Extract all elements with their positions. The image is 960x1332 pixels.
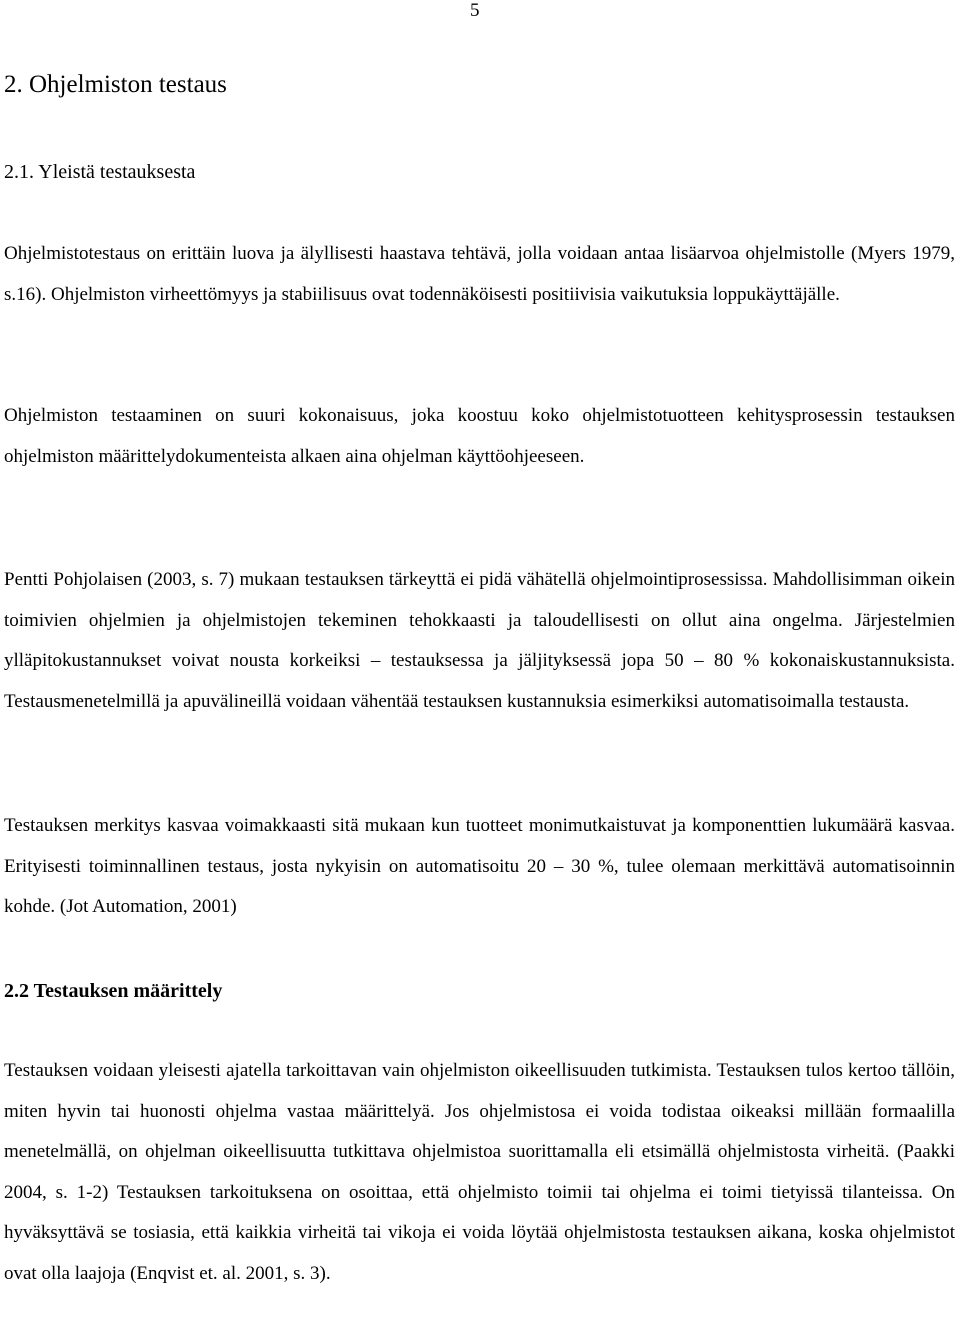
chapter-heading: 2. Ohjelmiston testaus	[4, 71, 227, 98]
paragraph-testing-importance: Pentti Pohjolaisen (2003, s. 7) mukaan testauksen tärkeyttä ei pidä vähätellä ohjelmointiprosessissa. Mahdollisimman oikein toimivien ohjelmien ja ohjelmistojen tekeminen tehokkaasti ja taloudellisesti on ollut aina ongelma. Järjestelmien ylläpitokustannukset voivat nousta korkeiksi – testauksessa ja jäljityksessä jopa 50 – 80 % kokonaiskustannuksista. Testausmenetelmillä ja apuvälineillä voidaan vähentää testauksen kustannuksia esimerkiksi automatisoimalla testausta.	[4, 569, 955, 712]
paragraph-testing-significance: Testauksen merkitys kasvaa voimakkaasti sitä mukaan kun tuotteet monimutkaistuvat ja komponenttien lukumäärä kasvaa. Erityisesti toiminnallinen testaus, josta nykyisin on automatisoitu 20 – 30 %, tulee olemaan merkittävä automatisoinnin kohde. (Jot Automation, 2001)	[4, 815, 955, 918]
paragraph-testing-scope: Ohjelmiston testaaminen on suuri kokonaisuus, joka koostuu koko ohjelmistotuotteen kehitysprosessin testauksen ohjelmiston määrittelydokumenteista alkaen aina ohjelman käyttöohjeeseen.	[4, 405, 955, 467]
paragraph-intro: Ohjelmistotestaus on erittäin luova ja älyllisesti haastava tehtävä, jolla voidaan antaa lisäarvoa ohjelmistolle (Myers 1979, s.16). Ohjelmiston virheettömyys ja stabiilisuus ovat todennäköisesti positiivisia vaikutuksia loppukäyttäjälle.	[4, 243, 955, 305]
page-number: 5	[470, 0, 480, 21]
section-heading-general: 2.1. Yleistä testauksesta	[4, 161, 196, 183]
paragraph-definition: Testauksen voidaan yleisesti ajatella tarkoittavan vain ohjelmiston oikeellisuuden tutkimista. Testauksen tulos kertoo tällöin, miten hyvin tai huonosti ohjelma vastaa määrittelyä. Jos ohjelmistosa ei voida todistaa oikeaksi millään formaalilla menetelmällä, on ohjelman oikeellisuutta tutkittava ohjelmistoa suorittamalla eli etsimällä ohjelmistosta virheitä. (Paakki 2004, s. 1-2) Testauksen tarkoituksena on osoittaa, että ohjelmisto toimii tai ohjelma ei toimi tietyissä tilanteissa. On hyväksyttävä se tosiasia, että kaikkia virheitä tai vikoja ei voida löytää ohjelmistosta testauksen aikana, koska ohjelmistot ovat olla laajoja (Enqvist et. al. 2001, s. 3).	[4, 1060, 955, 1284]
section-heading-definition: 2.2 Testauksen määrittely	[4, 980, 223, 1002]
